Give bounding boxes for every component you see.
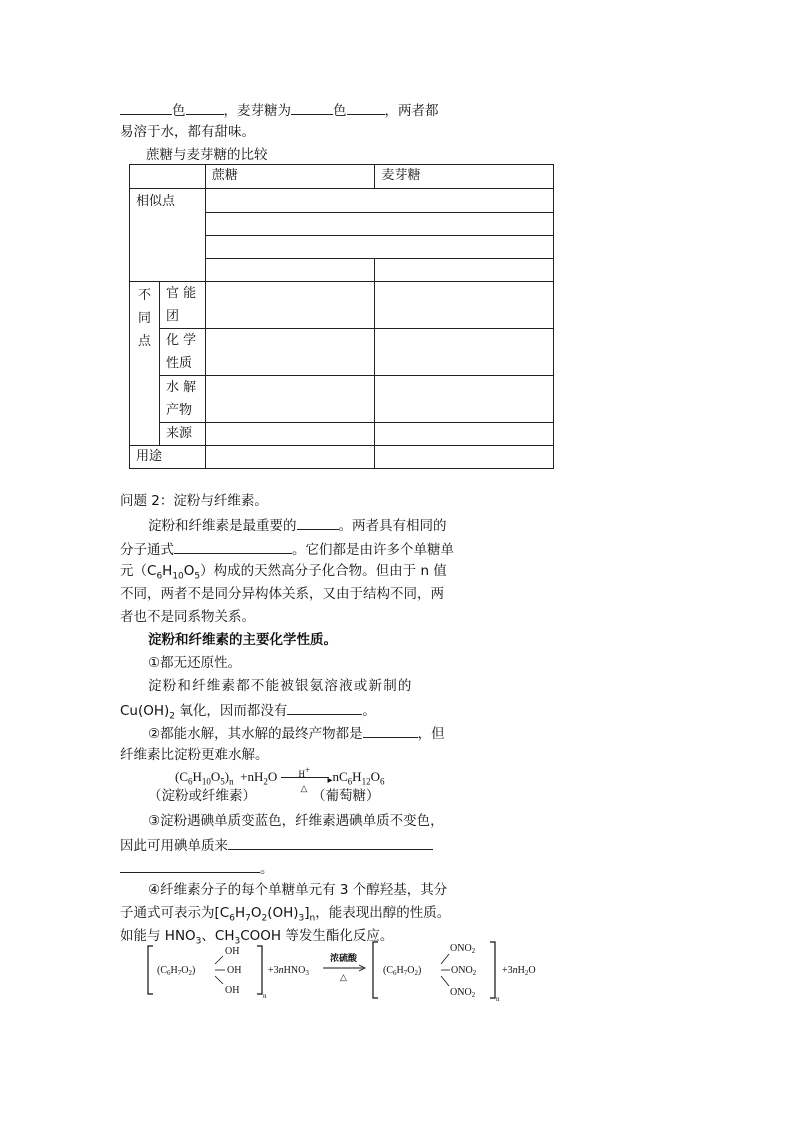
- table-cell: [375, 329, 554, 376]
- table-cell: [205, 282, 375, 329]
- difference-label: [130, 282, 160, 446]
- text: 分子通式: [120, 542, 174, 558]
- esterification-equation: [145, 938, 560, 1002]
- text: 。: [362, 703, 376, 719]
- text: 性质: [165, 356, 192, 371]
- text: 团: [165, 309, 179, 324]
- text: 点: [137, 334, 151, 349]
- comparison-table: [129, 164, 554, 469]
- item-4-text: 如能与 $HNO_3$、$CH_3COOH$ 等发生酯化反应。: [120, 928, 394, 947]
- blank: [363, 723, 418, 738]
- svg-text:ONO2: $ONO_2$: [450, 987, 476, 999]
- text: 产物: [165, 403, 192, 418]
- paragraph-line: 者也不是同系物关系。: [120, 609, 255, 625]
- item-2-text: 纤维素比淀粉更难水解。: [120, 747, 269, 763]
- table-cell: [375, 446, 554, 469]
- row-label-source: 来源: [159, 423, 205, 446]
- svg-text:n: n: [496, 995, 500, 1002]
- paragraph-line: 不同，两者不是同分异构体关系，又由于结构不同，两: [120, 586, 444, 602]
- table-cell: [205, 376, 375, 423]
- table-header-row: [130, 165, 554, 189]
- svg-text:ONO2: $ONO_2$: [450, 943, 476, 955]
- blank: [347, 100, 385, 115]
- paragraph-line: 元$(C_6H_{10}O_5)$构成的天然高分子化合物。但由于 n 值: [120, 563, 447, 582]
- section2-title: 问题 2：淀粉与纤维素。: [120, 493, 268, 509]
- similar-label: 相似点: [130, 189, 206, 282]
- eq1-left-label: （淀粉或纤维素）: [148, 788, 256, 804]
- svg-text:OH: OH: [225, 985, 240, 996]
- table-cell: [375, 259, 554, 282]
- item-4: ④纤维素分子的每个单糖单元有 3 个醇羟基，其分: [148, 882, 448, 898]
- intro-line-2: 易溶于水，都有甜味。: [120, 124, 255, 140]
- svg-text:OH: OH: [225, 946, 240, 957]
- paragraph-line: [120, 539, 454, 559]
- blank: [186, 100, 224, 115]
- text: 。两者具有相同的: [338, 518, 447, 534]
- table-cell: [205, 189, 553, 213]
- svg-text:+3nHNO3: +3nHNO$_3$: [268, 965, 309, 977]
- svg-text:+3nH2O: $+3nH_2O$: [502, 965, 536, 977]
- bold-heading: 淀粉和纤维素的主要化学性质。: [148, 632, 337, 648]
- text: ，但: [417, 726, 445, 742]
- table-cell: [375, 423, 554, 446]
- table-caption: 蔗糖与麦芽糖的比较: [146, 147, 268, 163]
- intro-line-1: [120, 100, 439, 120]
- svg-text:OH: OH: [227, 965, 242, 976]
- paragraph-line: [148, 515, 447, 535]
- svg-text:(C6H7O2): $(C_6H_7O_2)$: [383, 965, 422, 977]
- item-1: ①都无还原性。: [148, 655, 242, 671]
- table-cell: [205, 329, 375, 376]
- blank: [287, 700, 362, 715]
- arrow-icon: H+ ▸ △: [281, 771, 333, 785]
- table-cell: [205, 446, 375, 469]
- item-3-text: [120, 835, 433, 855]
- table-cell: [205, 236, 553, 259]
- blank: [174, 539, 292, 554]
- text: $Cu(OH)_2$ 氧化，因而都没有: [120, 703, 288, 722]
- heat-label: △: [340, 972, 347, 982]
- col-header-maltose: 麦芽糖: [375, 165, 554, 189]
- text: 水 解: [165, 380, 197, 395]
- table-cell: [205, 423, 375, 446]
- item-3-text: [120, 858, 274, 878]
- text: 。: [260, 861, 274, 877]
- col-header-sucrose: 蔗糖: [205, 165, 375, 189]
- blank: [228, 835, 433, 850]
- table-cell: [205, 213, 553, 236]
- item-1-text: [120, 700, 376, 726]
- item-3: ③淀粉遇碘单质变蓝色，纤维素遇碘单质不变色，: [148, 813, 444, 829]
- item-4-text: 子通式可表示为$[C_6H_7O_2(OH)_3]_n$，能表现出醇的性质。: [120, 905, 451, 924]
- row-label-functional-group: [159, 282, 205, 329]
- table-cell: [375, 376, 554, 423]
- row-label-usage: 用途: [130, 446, 206, 469]
- table-cell: [375, 282, 554, 329]
- corner-cell: [130, 165, 206, 189]
- text: 。它们都是由许多个单糖单: [292, 542, 454, 558]
- text: 同: [137, 311, 151, 326]
- text: 官 能: [165, 286, 197, 301]
- row-label-chemical-property: [159, 329, 205, 376]
- row-label-hydrolysis-product: [159, 376, 205, 423]
- text: 色: [172, 103, 186, 119]
- blank: [120, 858, 260, 873]
- svg-text:(C6H7O2): $(C_6H_7O_2)$: [157, 965, 196, 977]
- table-cell: [205, 259, 375, 282]
- text: 因此可用碘单质来: [120, 838, 228, 854]
- eq1-right-label: （葡萄糖）: [312, 788, 380, 804]
- catalyst-label: 浓硫酸: [330, 953, 358, 963]
- text: 不: [137, 288, 151, 303]
- text: 淀粉和纤维素是最重要的: [148, 518, 297, 534]
- svg-text:ONO2: $ONO_2$: [451, 965, 477, 977]
- text: ，麦芽糖为: [223, 103, 291, 119]
- text: 色: [333, 103, 347, 119]
- item-1-text: 淀粉和纤维素都不能被银氨溶液或新制的: [148, 678, 413, 694]
- hydrolysis-equation: $(C_6H_{10}O_5)_n +nH_2O$ H+ ▸ △ $nC_6H_{12}O_6$: [175, 765, 385, 794]
- blank: [291, 100, 333, 115]
- text: ②都能水解，其水解的最终产物都是: [148, 726, 363, 742]
- blank: [120, 100, 172, 115]
- text: ，两者都: [384, 103, 439, 119]
- item-2: [148, 723, 445, 743]
- blank: [297, 515, 339, 530]
- svg-text:n: n: [263, 992, 267, 1000]
- text: 化 学: [165, 333, 197, 348]
